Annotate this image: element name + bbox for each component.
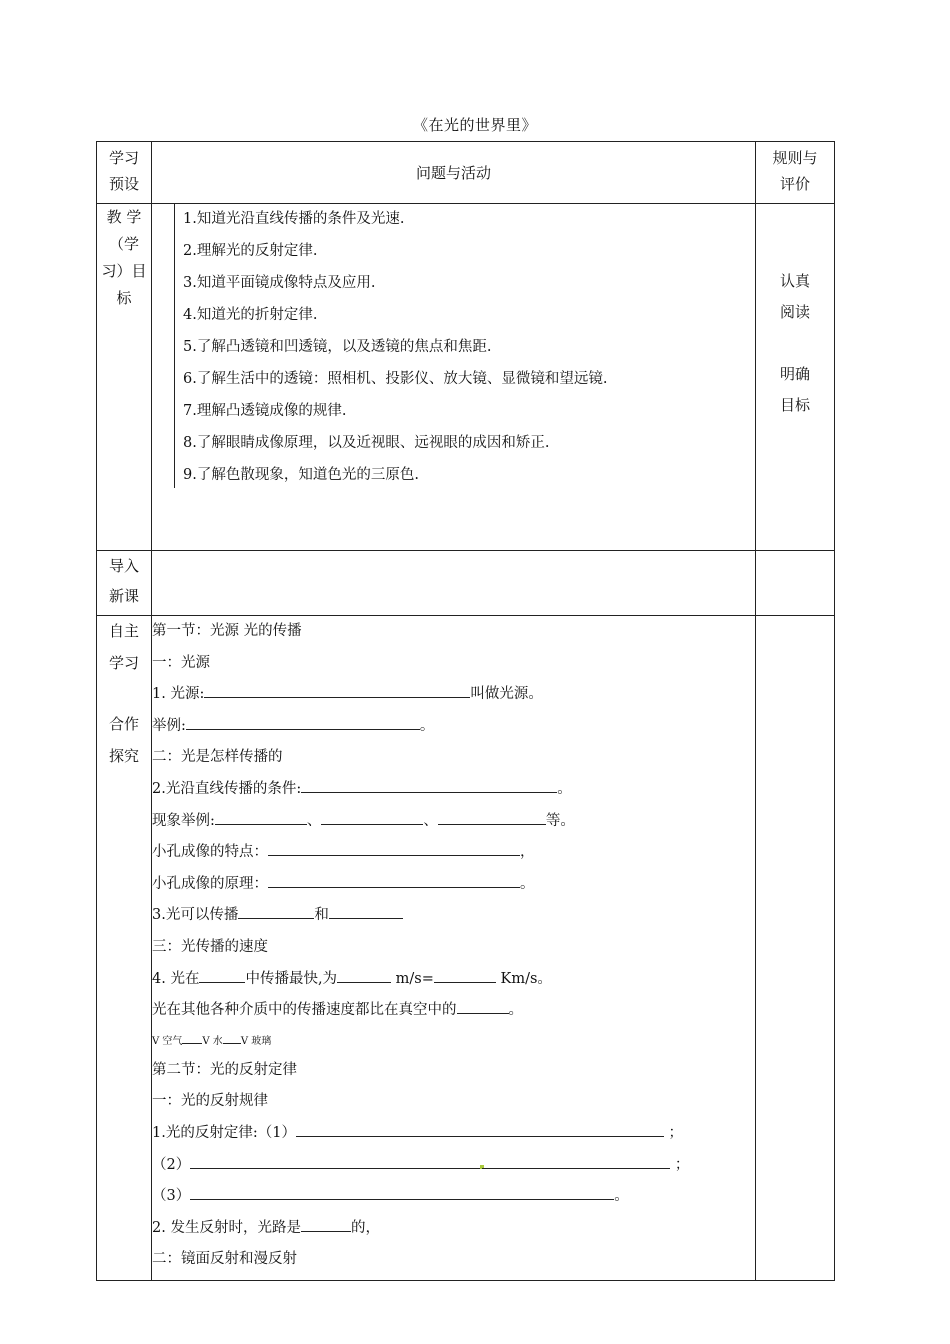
goals-row xyxy=(97,204,835,551)
blank-field[interactable] xyxy=(190,1154,482,1169)
line-straight-condition xyxy=(152,774,755,806)
goals-label-3: 习）目 xyxy=(101,262,147,280)
goal-item: 4.知道光的折射定律. xyxy=(183,307,318,323)
header-study-preset xyxy=(97,142,152,204)
eval-line-4: 目标 xyxy=(779,396,810,414)
page-title: 《在光的世界里》 xyxy=(412,116,537,134)
text: 。 xyxy=(508,1002,523,1019)
intro-eval xyxy=(756,551,835,616)
blank-field[interactable] xyxy=(482,1154,670,1169)
text: ， xyxy=(520,844,535,861)
study-label-1: 自主 xyxy=(108,622,139,640)
sub-heading-light-source: 一：光源 xyxy=(152,654,210,671)
study-row xyxy=(97,616,835,1281)
blank-field[interactable] xyxy=(434,968,496,983)
line-speed-compare xyxy=(152,1027,755,1055)
blank-field[interactable] xyxy=(296,1122,664,1137)
sub-heading-speed: 三：光传播的速度 xyxy=(152,938,268,955)
goal-item: 3.知道平面镜成像特点及应用. xyxy=(183,275,376,291)
sub-heading-reflection: 一：光的反射规律 xyxy=(152,1093,268,1110)
text: m/s= xyxy=(391,970,434,987)
blank-field[interactable] xyxy=(457,999,509,1014)
intro-row xyxy=(97,551,835,616)
blank-field[interactable] xyxy=(223,1034,241,1044)
text: 。 xyxy=(614,1188,629,1205)
intro-label xyxy=(97,551,152,616)
intro-content xyxy=(152,551,756,616)
blank-field[interactable] xyxy=(268,873,520,888)
line-other-media xyxy=(152,995,755,1027)
blank-field[interactable] xyxy=(182,1034,202,1044)
eval-line-3: 明确 xyxy=(779,365,810,383)
goal-item: 9.了解色散现象，知道色光的三原色. xyxy=(183,467,419,483)
header-col3-line1: 规则与 xyxy=(772,149,818,167)
section-heading-2: 第二节：光的反射定律 xyxy=(152,1061,297,1078)
sub-heading-propagation: 二：光是怎样传播的 xyxy=(152,749,283,766)
line-reversible xyxy=(152,1213,755,1245)
intro-label-2: 新课 xyxy=(108,587,139,605)
study-label xyxy=(97,616,152,1281)
blank-field[interactable] xyxy=(321,810,423,825)
blank-field[interactable] xyxy=(268,841,520,856)
text: （3） xyxy=(152,1188,191,1205)
line-pinhole-features xyxy=(152,837,755,869)
header-col3-line2: 评价 xyxy=(779,175,810,193)
line-pinhole-principle xyxy=(152,869,755,901)
text: ； xyxy=(663,1124,684,1141)
text: 中传播最快,为 xyxy=(245,970,338,987)
text: 举例: xyxy=(152,717,186,734)
blank-field[interactable] xyxy=(204,683,470,698)
blank-field[interactable] xyxy=(199,968,245,983)
header-activities: 问题与活动 xyxy=(152,142,756,204)
section-heading-1: 第一节：光源 光的传播 xyxy=(152,623,302,639)
goal-item: 5.了解凸透镜和凹透镜，以及透镜的焦点和焦距. xyxy=(183,339,492,355)
goal-item: 6.了解生活中的透镜：照相机、投影仪、放大镜、显微镜和望远镜. xyxy=(183,371,608,387)
blank-field[interactable] xyxy=(238,904,314,919)
text: 、 xyxy=(306,812,322,829)
blank-field[interactable] xyxy=(190,1185,614,1200)
study-label-4: 探究 xyxy=(108,746,139,765)
text: 叫做光源。 xyxy=(470,686,543,703)
intro-label-1: 导入 xyxy=(108,557,139,575)
blank-field[interactable] xyxy=(301,778,557,793)
line-reflection-law-1 xyxy=(152,1118,755,1150)
goals-label-2: （学 xyxy=(108,235,139,253)
text: Km/s。 xyxy=(495,970,552,987)
line-reflection-law-3 xyxy=(152,1181,755,1213)
text: V 空气 xyxy=(152,1035,183,1047)
sub-heading-mirror-diffuse: 二：镜面反射和漫反射 xyxy=(152,1251,297,1268)
goal-item: 8.了解眼睛成像原理，以及近视眼、远视眼的成因和矫正. xyxy=(183,435,550,451)
line-examples xyxy=(152,711,755,743)
blank-field[interactable] xyxy=(301,1217,351,1232)
eval-line-1: 认真 xyxy=(779,272,810,290)
blank-field[interactable] xyxy=(186,715,420,730)
lesson-table xyxy=(96,141,835,1281)
text: 1.光的反射定律:（1） xyxy=(152,1124,296,1141)
text: 现象举例: xyxy=(152,812,215,829)
text: 。 xyxy=(520,875,535,892)
blank-field[interactable] xyxy=(215,810,307,825)
eval-line-2: 阅读 xyxy=(779,303,810,321)
text: 小孔成像的原理： xyxy=(152,875,268,892)
goals-content xyxy=(152,204,756,551)
text: 2. 发生反射时，光路是 xyxy=(152,1219,301,1236)
text: 和 xyxy=(314,907,329,924)
goal-item: 7.理解凸透镜成像的规律. xyxy=(183,403,347,419)
text: V 玻璃 xyxy=(240,1035,272,1047)
text: 3.光可以传播 xyxy=(152,907,239,924)
goals-eval xyxy=(756,204,835,551)
goal-item: 1.知道光沿直线传播的条件及光速. xyxy=(183,211,405,227)
text: 等。 xyxy=(545,812,575,829)
blank-field[interactable] xyxy=(438,810,546,825)
text: 光在其他各种介质中的传播速度都比在真空中的 xyxy=(152,1002,457,1019)
header-rules xyxy=(756,142,835,204)
text: 。 xyxy=(419,717,435,734)
text: 1. 光源: xyxy=(152,686,205,703)
text: 4. 光在 xyxy=(152,970,200,987)
study-content xyxy=(152,616,756,1281)
study-label-2: 学习 xyxy=(108,653,139,672)
goals-label xyxy=(97,204,152,551)
header-col1-line1: 学习 xyxy=(108,149,139,167)
text: 小孔成像的特点： xyxy=(152,844,268,861)
text: 、 xyxy=(423,812,438,829)
text: 。 xyxy=(557,780,572,797)
header-col1-line2: 预设 xyxy=(108,175,139,193)
header-row xyxy=(97,142,835,204)
line-fastest-medium xyxy=(152,964,755,996)
text: 的， xyxy=(350,1219,380,1236)
goal-list xyxy=(174,204,755,488)
line-light-travels xyxy=(152,900,755,932)
text: （2） xyxy=(152,1156,191,1173)
line-reflection-law-2 xyxy=(152,1150,755,1182)
blank-field[interactable] xyxy=(329,904,403,919)
study-label-3: 合作 xyxy=(108,715,139,734)
study-eval xyxy=(756,616,835,1281)
line-light-source-def xyxy=(152,679,755,711)
goals-label-1: 教 学 xyxy=(106,208,142,226)
goal-item: 2.理解光的反射定律. xyxy=(183,243,318,259)
blank-field[interactable] xyxy=(337,968,391,983)
goals-label-4: 标 xyxy=(116,289,132,307)
line-phenomena xyxy=(152,806,755,838)
text: V 水 xyxy=(202,1035,223,1047)
text: ； xyxy=(670,1156,690,1173)
text: 2.光沿直线传播的条件: xyxy=(152,780,302,797)
